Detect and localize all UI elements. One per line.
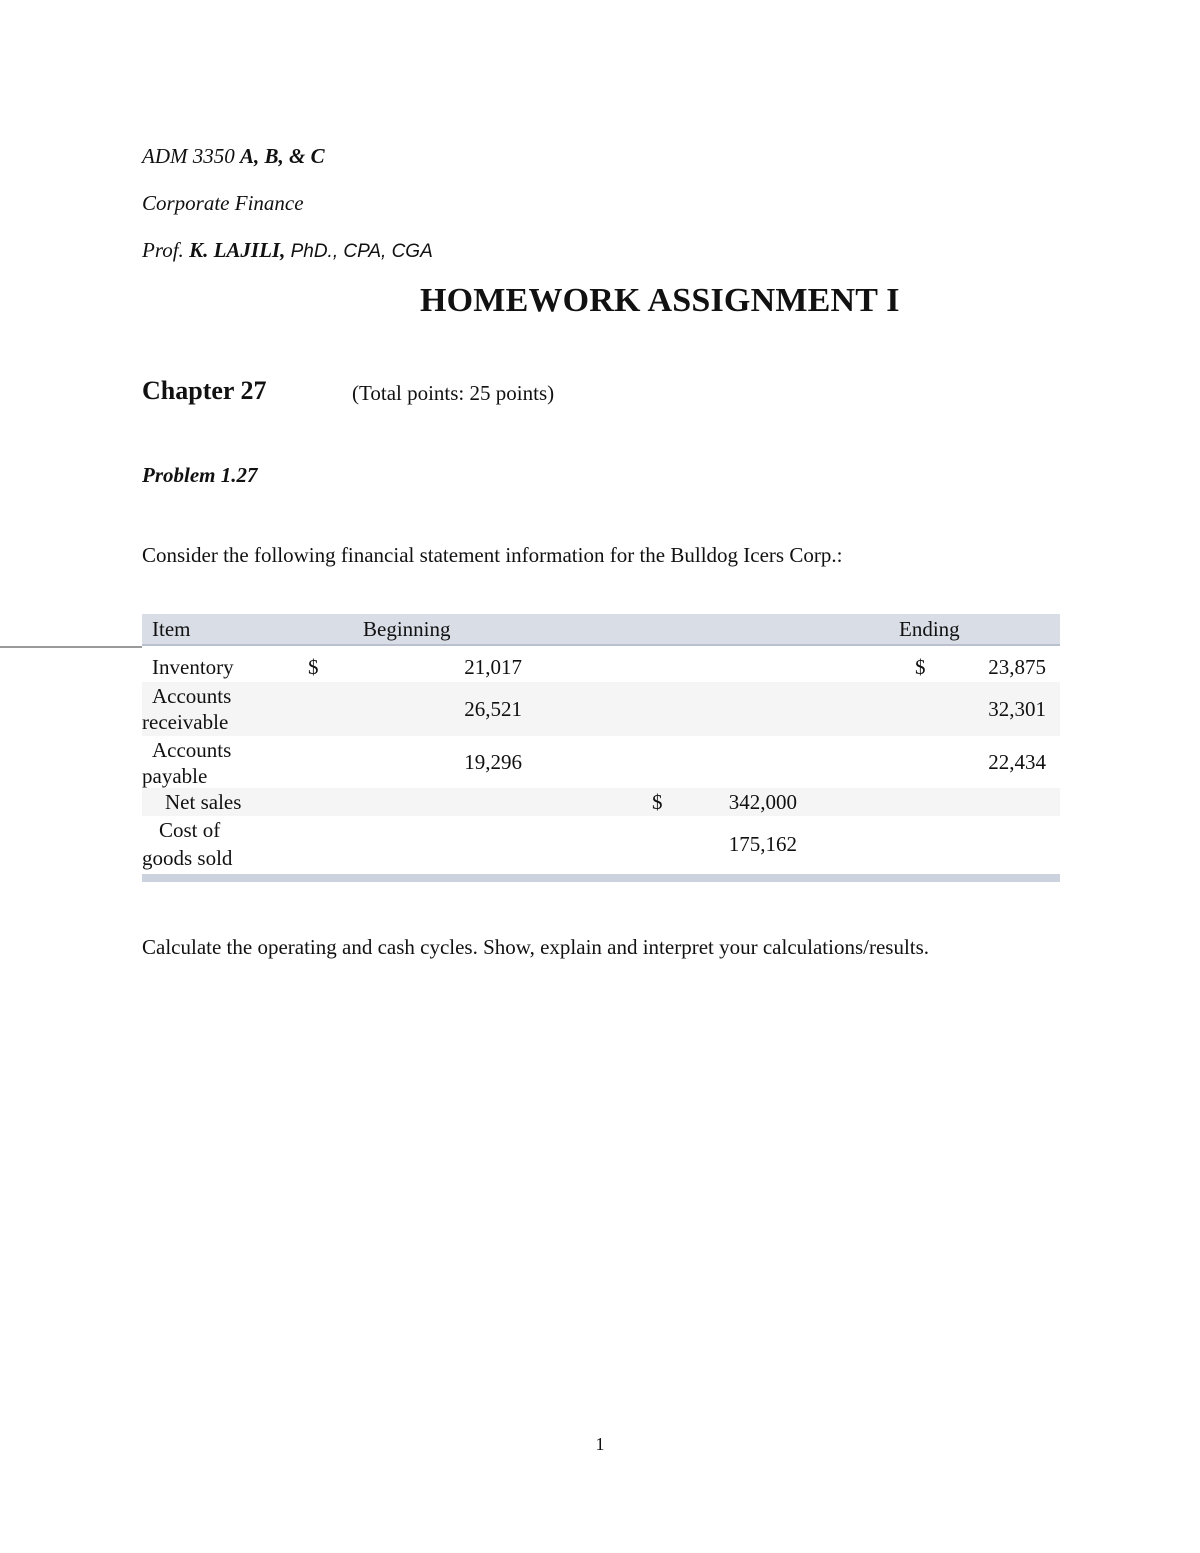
course-sections: A, B, & C xyxy=(240,144,325,168)
page-number: 1 xyxy=(595,1434,605,1454)
prof-name: K. LAJILI, xyxy=(189,238,286,262)
currency-symbol: $ xyxy=(308,655,319,679)
row-item: Net sales xyxy=(165,790,242,814)
problem-intro: Consider the following financial statement information for the Bulldog Icers Corp.: xyxy=(142,543,843,567)
total-points: (Total points: 25 points) xyxy=(352,381,555,405)
currency-symbol: $ xyxy=(652,790,663,814)
row-item-line1: Cost of xyxy=(159,818,221,842)
beginning-value: 26,521 xyxy=(464,697,522,721)
professor-line xyxy=(142,238,433,263)
prof-prefix: Prof. xyxy=(142,238,184,262)
row-item-line1: Accounts xyxy=(152,684,232,708)
row-item-line2: goods sold xyxy=(142,846,233,870)
row-item-line2: payable xyxy=(142,764,208,788)
header-item: Item xyxy=(152,617,191,641)
ending-value: 32,301 xyxy=(988,697,1046,721)
course-code: ADM 3350 xyxy=(142,144,235,168)
header-ending: Ending xyxy=(899,617,960,641)
table-bottom-border xyxy=(142,874,1060,882)
course-name: Corporate Finance xyxy=(142,191,304,215)
page-title: HOMEWORK ASSIGNMENT I xyxy=(420,282,900,319)
table-row xyxy=(142,648,1060,682)
row-item: Inventory xyxy=(152,655,234,679)
middle-value: 342,000 xyxy=(728,790,797,814)
table-row xyxy=(142,736,1060,788)
header-beginning: Beginning xyxy=(363,617,451,641)
beginning-value: 21,017 xyxy=(464,655,522,679)
row-item-line1: Accounts xyxy=(152,738,232,762)
row-item-line2: receivable xyxy=(142,710,229,734)
ending-value: 22,434 xyxy=(988,750,1046,774)
problem-question: Calculate the operating and cash cycles. Show, explain and interpret your calculations/results. xyxy=(142,935,930,959)
beginning-value: 19,296 xyxy=(464,750,522,774)
table-row xyxy=(142,816,1060,874)
problem-label: Problem 1.27 xyxy=(142,463,258,487)
middle-value: 175,162 xyxy=(728,832,797,856)
chapter-label: Chapter 27 xyxy=(142,376,267,405)
currency-symbol: $ xyxy=(915,655,926,679)
table-row xyxy=(142,682,1060,736)
ending-value: 23,875 xyxy=(988,655,1046,679)
table-header xyxy=(142,614,1060,646)
prof-credentials: PhD., CPA, CGA xyxy=(290,241,433,262)
table-row xyxy=(142,788,1060,816)
left-margin-rule xyxy=(0,646,142,648)
course-line xyxy=(142,144,325,169)
